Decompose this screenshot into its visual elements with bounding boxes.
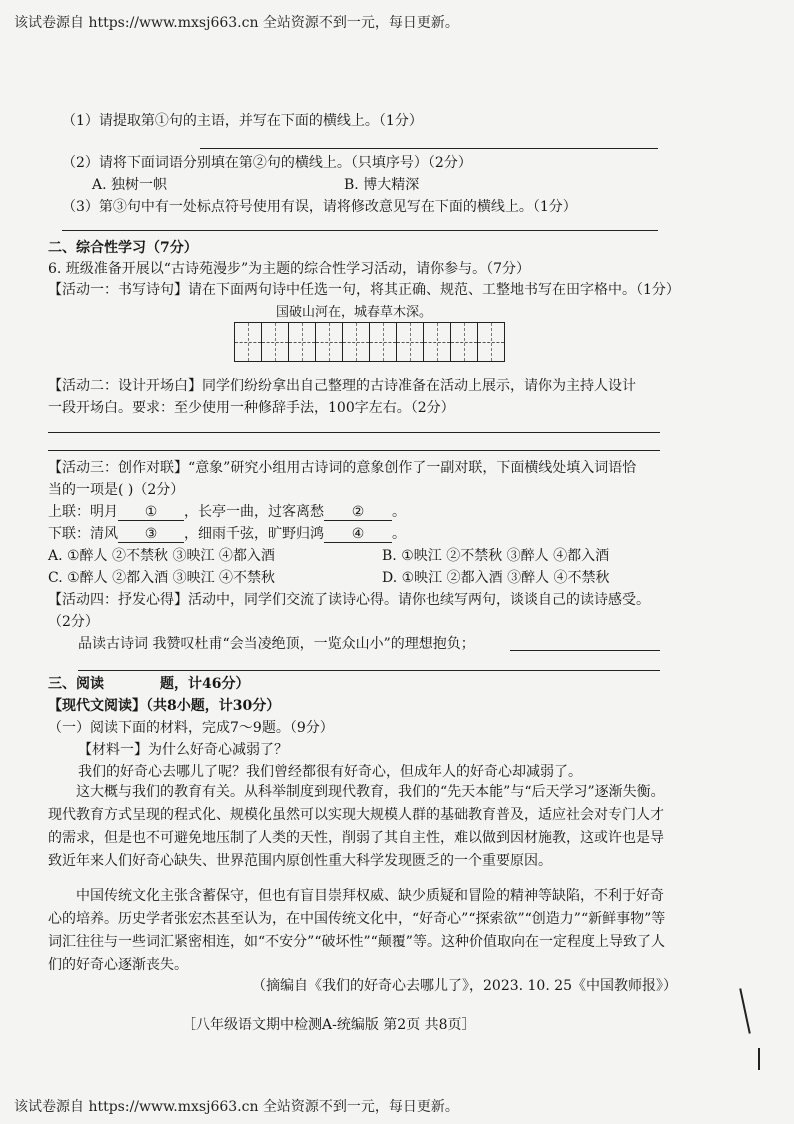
grid-cell[interactable]	[289, 323, 316, 361]
choice-d[interactable]: D. ①映江 ②都入酒 ③醉人 ④不禁秋	[382, 570, 610, 586]
scan-mark	[739, 988, 751, 1033]
couplet-upper-end: 。	[392, 504, 406, 520]
answer-line-act4-1[interactable]	[510, 650, 660, 651]
section3-heading-text: 三、阅读	[48, 676, 104, 692]
choice-a[interactable]: A. ①醉人 ②不禁秋 ③映江 ④都入酒	[48, 548, 275, 564]
couplet-blank-3[interactable]: ③	[118, 526, 184, 543]
grid-cell[interactable]	[343, 323, 370, 361]
part1-prompt: （一）阅读下面的材料，完成7～9题。（9分）	[48, 720, 334, 736]
scan-mark	[758, 1048, 760, 1070]
material1-p3: 中国传统文化主张含蓄保守，但也有盲目崇拜权威、缺少质疑和冒险的精神等缺陷，不利于好奇心的培养。历史学者张宏杰甚至认为，在中国传统文化中，“好奇心”“探索欲”“创造力”“新鲜事物”等词汇往往与一些词汇紧密相连，如“不安分”“破坏性”“颠覆”等。这种价值取向在一定程度上导致了人们的好奇心逐渐丧失。	[48, 888, 666, 973]
material1-title: 【材料一】为什么好奇心减弱了？	[78, 742, 288, 758]
activity3-line2: 当的一项是( )（2分）	[48, 482, 185, 498]
section3-heading	[48, 673, 249, 693]
source-citation: （摘编自《我们的好奇心去哪儿了》，2023. 10. 25《中国教师报》）	[252, 978, 678, 994]
q5-sub3: （3）第③句中有一处标点符号使用有误，请将修改意见写在下面的横线上。（1分）	[62, 199, 577, 215]
section3-heading-tail: 题，计46分）	[160, 676, 250, 692]
grid-cell[interactable]	[316, 323, 343, 361]
q5-sub2: （2）请将下面词语分别填在第②句的横线上。（只填序号）（2分）	[62, 155, 472, 171]
couplet-lower-prefix: 下联：清风	[48, 526, 118, 542]
activity4-line1: 【活动四：抒发心得】活动中，同学们交流了读诗心得。请你也续写两句，谈谈自己的读诗感受。	[48, 592, 650, 608]
choice-c[interactable]: C. ①醉人 ②都入酒 ③映江 ④不禁秋	[48, 570, 276, 586]
watermark-top: 该试卷源自 https://www.mxsj663.cn 全站资源不到一元，每日更新。	[14, 15, 459, 31]
activity3-line1: 【活动三：创作对联】“意象”研究小组用古诗词的意象创作了一副对联，下面横线处填入词语恰	[48, 460, 637, 476]
activity4-lead: 品读古诗词 我赞叹杜甫“会当凌绝顶，一览众山小”的理想抱负；	[78, 636, 475, 652]
couplet-upper	[48, 501, 406, 521]
activity4-line2: （2分）	[48, 614, 99, 630]
q5-sub1: （1）请提取第①句的主语，并写在下面的横线上。（1分）	[62, 113, 423, 129]
couplet-upper-prefix: 上联：明月	[48, 504, 118, 520]
modern-reading-heading: 【现代文阅读】（共8小题，计30分）	[48, 698, 281, 714]
choice-b[interactable]: B. ①映江 ②不禁秋 ③醉人 ④都入酒	[382, 548, 610, 564]
couplet-blank-1[interactable]: ①	[118, 504, 184, 521]
q5-option-a: A. 独树一帜	[92, 177, 168, 193]
page-footer: ［八年级语文期中检测A-统编版 第2页 共8页］	[182, 1017, 476, 1033]
grid-cell[interactable]	[397, 323, 424, 361]
couplet-lower-mid: ，细雨千弦，旷野归鸿	[184, 526, 324, 542]
answer-line-act2-1[interactable]	[48, 432, 660, 433]
grid-cell[interactable]	[478, 323, 504, 361]
q6-prompt: 6. 班级准备开展以“古诗苑漫步”为主题的综合性学习活动，请你参与。（7分）	[48, 261, 531, 277]
q5-option-b: B. 博大精深	[344, 177, 420, 193]
activity2-line2: 一段开场白。要求：至少使用一种修辞手法，100字左右。（2分）	[48, 400, 455, 416]
couplet-blank-4[interactable]: ④	[324, 526, 392, 543]
answer-line-q5-3[interactable]	[62, 230, 658, 231]
grid-cell[interactable]	[262, 323, 289, 361]
material1-p2: 这大概与我们的教育有关。从科举制度到现代教育，我们的“先天本能”与“后天学习”逐渐失衡。现代教育方式呈现的程式化、规模化虽然可以实现大规模人群的基础教育普及，适应社会对专门人才的需求，但是也不可避免地压制了人类的天性，削弱了其自主性，难以做到因材施教，这或许也是导致近年来人们好奇心缺失、世界范围内原创性重大科学发现匮乏的一个重要原因。	[48, 784, 665, 869]
grid-cell[interactable]	[451, 323, 478, 361]
couplet-lower	[48, 523, 406, 543]
answer-line-act2-2[interactable]	[48, 450, 660, 451]
couplet-blank-2[interactable]: ②	[324, 504, 392, 521]
answer-line-q5-1[interactable]	[200, 148, 658, 149]
activity2-line1: 【活动二：设计开场白】同学们纷纷拿出自己整理的古诗准备在活动上展示，请你为主持人设计	[48, 378, 636, 394]
grid-cell[interactable]	[235, 323, 262, 361]
grid-cell[interactable]	[424, 323, 451, 361]
tianzige-grid[interactable]	[234, 322, 505, 362]
material1-p1: 我们的好奇心去哪儿了呢？我们曾经都很有好奇心，但成年人的好奇心却减弱了。	[78, 764, 582, 780]
couplet-lower-end: 。	[392, 526, 406, 542]
activity1-prompt: 【活动一：书写诗句】请在下面两句诗中任选一句，将其正确、规范、工整地书写在田字格中。（1分）	[48, 282, 680, 298]
watermark-bottom: 该试卷源自 https://www.mxsj663.cn 全站资源不到一元，每日更新。	[14, 1099, 459, 1115]
poem-line: 国破山河在，城春草木深。	[276, 305, 433, 320]
grid-cell[interactable]	[370, 323, 397, 361]
answer-line-act4-2[interactable]	[78, 670, 660, 671]
section2-heading: 二、综合性学习（7分）	[48, 240, 198, 256]
couplet-upper-mid: ，长亭一曲，过客离愁	[184, 504, 324, 520]
